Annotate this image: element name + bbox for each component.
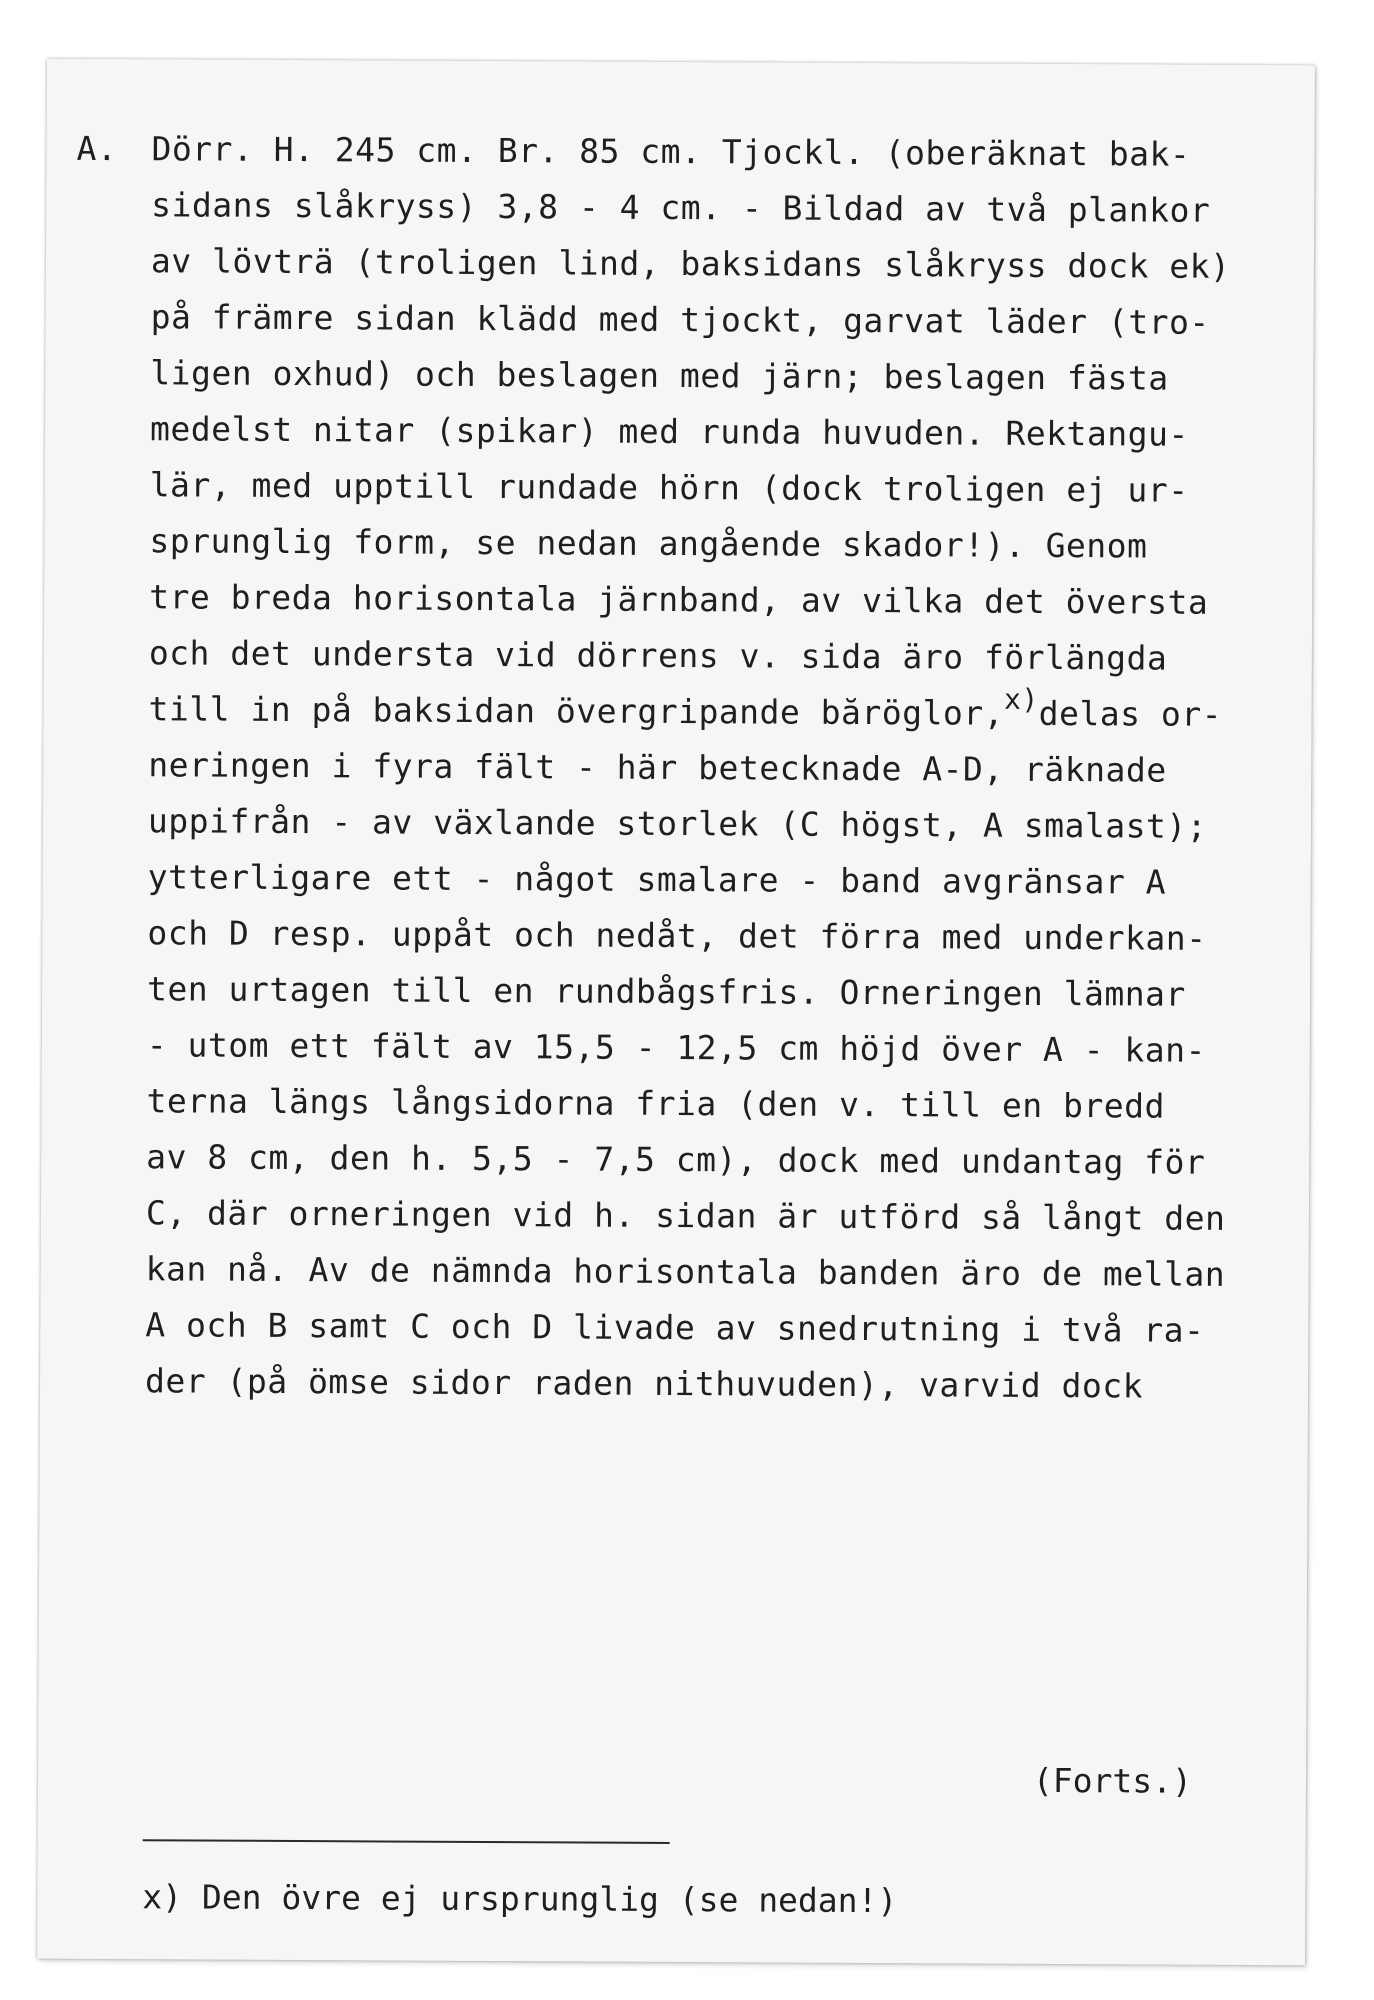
text-line: terna längs långsidorna fria (den v. till en bredd	[146, 1081, 1166, 1126]
text-line: kan nå. Av de nämnda horisontala banden äro de mellan	[145, 1249, 1226, 1294]
text-segment: till in på baksidan övergripande băröglor,	[148, 689, 1005, 733]
text-line: sprunglig form, se nedan angående skador!). Genom	[149, 521, 1148, 566]
text-line: neringen i fyra fält - här betecknade A-D, räknade	[148, 745, 1167, 790]
text-line-with-footnote-ref	[148, 682, 1223, 735]
text-line: tre breda horisontala järnband, av vilka det översta	[149, 577, 1209, 622]
text-line: A och B samt C och D livade av snedrutning i två ra-	[145, 1305, 1205, 1350]
text-line: av 8 cm, den h. 5,5 - 7,5 cm), dock med undantag för	[146, 1137, 1206, 1182]
footnote-reference: x)	[1004, 682, 1039, 716]
text-line: lär, med upptill rundade hörn (dock troligen ej ur-	[149, 465, 1189, 510]
text-line: C, där orneringen vid h. sidan är utförd så långt den	[145, 1193, 1226, 1238]
text-line: ligen oxhud) och beslagen med järn; beslagen fästa	[150, 353, 1169, 398]
text-segment: delas or-	[1038, 693, 1223, 734]
text-line: uppifrån - av växlande storlek (C högst, A smalast);	[147, 801, 1208, 846]
document-body	[47, 128, 1315, 1406]
footnote-divider	[143, 1839, 670, 1844]
text-line: av lövträ (troligen lind, baksidans slåkryss dock ek)	[150, 241, 1231, 286]
text-line: medelst nitar (spikar) med runda huvuden. Rektangu-	[149, 409, 1189, 454]
text-line: der (på ömse sidor raden nithuvuden), varvid dock	[144, 1361, 1144, 1406]
footnote: x) Den övre ej ursprunglig (se nedan!)	[142, 1877, 898, 1921]
text-line: sidans slåkryss) 3,8 - 4 cm. - Bildad av två plankor	[151, 185, 1211, 230]
section-label: A.	[76, 128, 118, 169]
text-line: Dörr. H. 245 cm. Br. 85 cm. Tjockl. (oberäknat bak-	[151, 129, 1191, 174]
text-line: och D resp. uppåt och nedåt, det förra med underkan-	[147, 913, 1207, 958]
continuation-note: (Forts.)	[1032, 1760, 1193, 1801]
text-line: - utom ett fält av 15,5 - 12,5 cm höjd över A - kan-	[146, 1025, 1207, 1070]
text-line: och det understa vid dörrens v. sida äro förlängda	[148, 633, 1168, 678]
document-page	[37, 59, 1315, 1966]
text-line: ytterligare ett - något smalare - band avgränsar A	[147, 857, 1167, 902]
text-line: på främre sidan klädd med tjockt, garvat läder (tro-	[150, 297, 1210, 342]
text-line: ten urtagen till en rundbågsfris. Orneringen lämnar	[147, 969, 1186, 1014]
